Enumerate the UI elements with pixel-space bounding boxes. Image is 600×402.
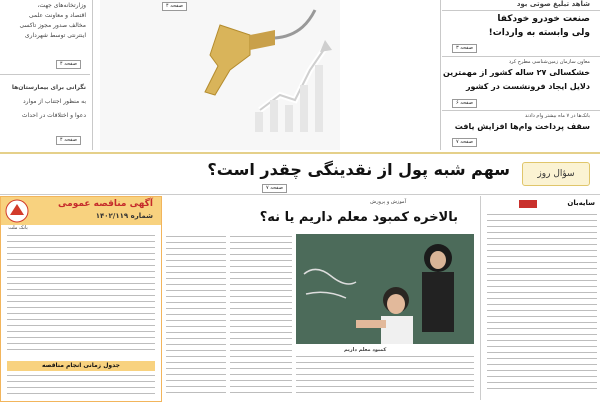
left-news-line: نگرانی برای بیمارستان‌ها xyxy=(11,84,86,91)
page-ref-tag: صفحه ۴ xyxy=(56,136,81,145)
ad-footer: جدول زمانی انجام مناقصه xyxy=(42,362,120,369)
question-headline: سهم شبه پول از نقدینگی چقدر است؟ xyxy=(207,160,510,179)
ad-schedule-header xyxy=(7,361,155,371)
right-column-news xyxy=(442,0,600,150)
bank-name: بانک ملت xyxy=(8,225,28,231)
page-ref-tag: صفحه ۴ xyxy=(56,60,81,69)
question-of-day-banner xyxy=(0,152,600,195)
news-kicker: معاون سازمان زمین‌شناسی مطرح کرد xyxy=(508,59,590,65)
left-news-line: اقتصاد و معاونت علمی xyxy=(28,12,86,19)
news-headline: خشکسالی ۲۷ ساله کشور از مهمترین xyxy=(442,68,590,77)
left-news-line: وزارتخانه‌های جهت، xyxy=(37,2,86,9)
education-article xyxy=(164,196,476,400)
left-news-line: اینترنتی توسط شهرداری xyxy=(24,32,86,39)
article-headline: بالاخره کمبود معلم داریم یا نه؟ xyxy=(259,210,458,225)
ad-number: شماره ۱۴۰۲/۱۱۹ xyxy=(95,212,153,220)
news-headline: دلایل ایجاد فرونشست در کشور xyxy=(465,82,590,91)
tender-advertisement xyxy=(0,196,162,402)
left-news-line: به منظور اجتناب از موارد xyxy=(22,98,86,105)
page-ref-tag: صفحه ۶ xyxy=(452,99,477,108)
ad-title: آگهی مناقصه عمومی xyxy=(58,199,153,209)
left-news-line: دعوا و اختلافات در احداث xyxy=(21,112,86,119)
gas-pump-graph-icon xyxy=(100,0,340,150)
news-headline: صنعت خودرو خودکفا xyxy=(497,14,590,24)
page-ref-tag: صفحه ۷ xyxy=(262,184,287,193)
news-headline: سقف پرداخت وام‌ها افزایش یافت xyxy=(454,122,590,131)
news-kicker: بانک‌ها در ۷ ماه بیشتر وام دادند xyxy=(524,113,590,119)
page-ref-tag: صفحه ۳ xyxy=(452,44,477,53)
sayeban-column xyxy=(480,196,600,400)
photo-caption: کمبود معلم داریم xyxy=(344,347,387,353)
question-label: سؤال روز xyxy=(537,169,575,179)
question-label-badge xyxy=(522,162,590,186)
news-headline: ولی وابسته به واردات! xyxy=(488,28,590,38)
sayeban-icon xyxy=(519,200,537,208)
article-kicker: آموزش و پرورش xyxy=(370,199,406,205)
bank-logo-icon xyxy=(5,199,29,223)
left-column-news xyxy=(0,0,90,150)
page-ref-tag: صفحه ۷ xyxy=(452,138,477,147)
classroom-photo xyxy=(296,234,474,344)
left-news-line: مخالف صدور مجوز تاکسی xyxy=(19,22,86,29)
right-partial-line: شاهد تبلیغ صوتی بود xyxy=(516,0,590,8)
fuel-illustration xyxy=(100,0,340,150)
page-ref-tag: صفحه ۴ xyxy=(162,2,187,11)
sayeban-label: سایه‌بان xyxy=(567,199,595,207)
